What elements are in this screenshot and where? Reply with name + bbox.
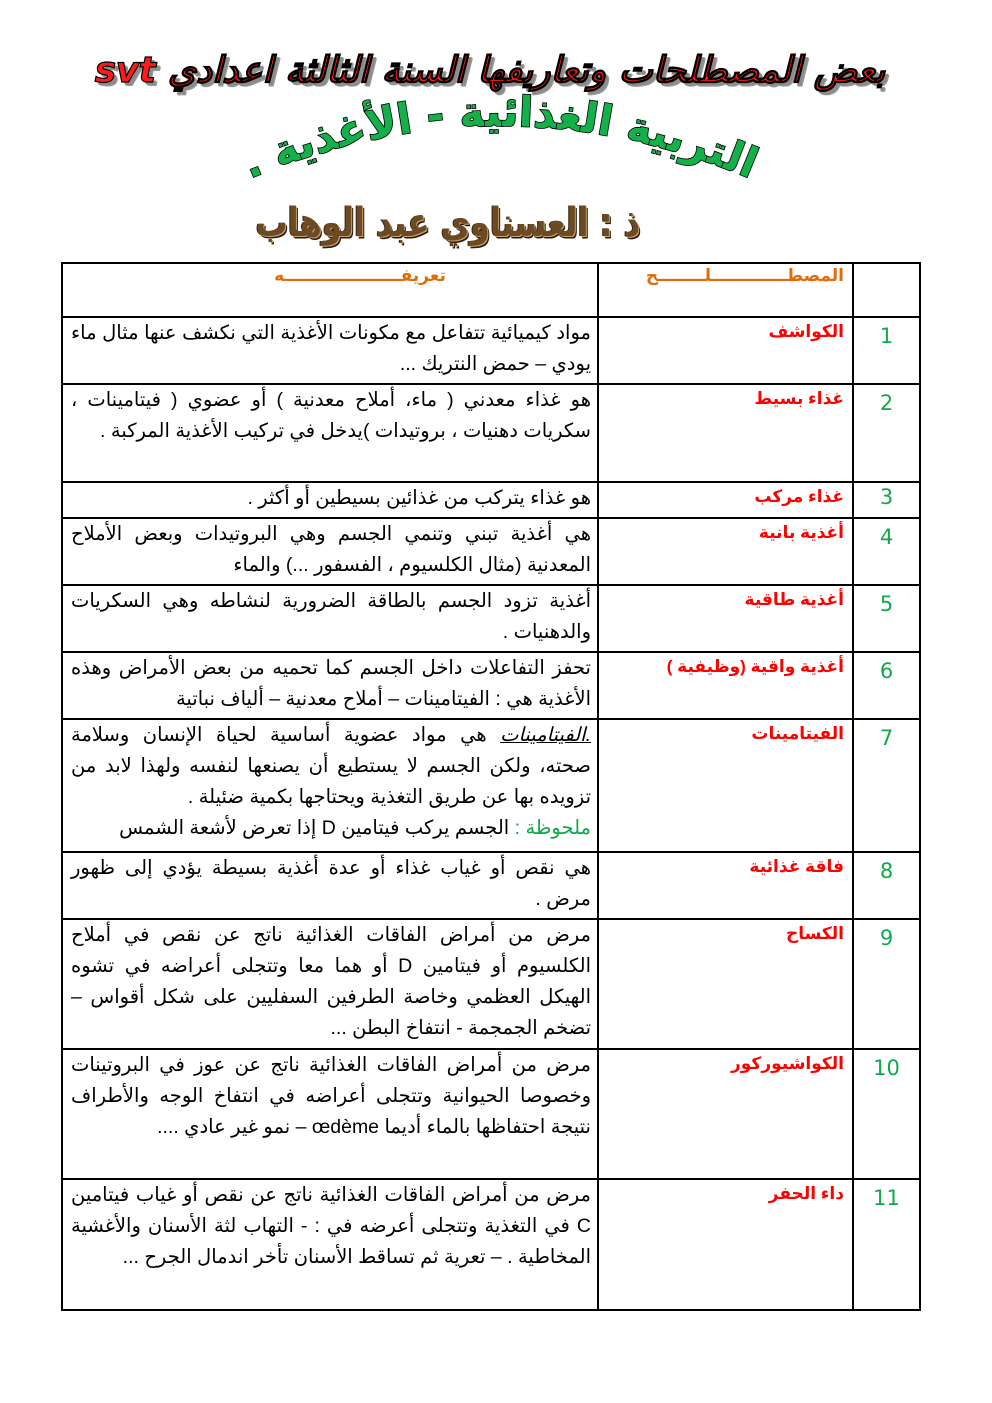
row-term: أغذية بانية: [598, 518, 853, 585]
row-term: الكساح: [598, 919, 853, 1049]
row-number: 8: [853, 852, 920, 919]
row-term: غذاء مركب: [598, 482, 853, 518]
table-row: [62, 652, 920, 719]
row-number: 6: [853, 652, 920, 719]
table-row: [62, 585, 920, 652]
row-definition: مواد كيميائية تتفاعل مع مكونات الأغذية التي نكشف عنها مثال ماء يودي – حمض النتريك ...: [62, 317, 598, 384]
row-term: الفيتامينات: [598, 719, 853, 852]
table-row: [62, 1179, 920, 1310]
row-number: 5: [853, 585, 920, 652]
table-row: [62, 384, 920, 482]
terms-table: [61, 262, 921, 1311]
row-definition: مرض من أمراض الفاقات الغذائية ناتج عن نقص أو غياب فيتامين C في التغذية وتتجلى أعرضه في : - التهاب لثة الأسنان والأغشية المخاطية . – تعرية ثم تساقط الأسنان تأخر اندمال الجرح ...: [62, 1179, 598, 1310]
row-definition: أغذية تزود الجسم بالطاقة الضرورية لنشاطه وهي السكريات والدهنيات .: [62, 585, 598, 652]
row-term: الكواشيوركور: [598, 1049, 853, 1179]
subtitle-text: [235, 87, 765, 188]
row-number: 9: [853, 919, 920, 1049]
row-number: 1: [853, 317, 920, 384]
row-term: فاقة غذائية: [598, 852, 853, 919]
row-number: 7: [853, 719, 920, 852]
row-number: 10: [853, 1049, 920, 1179]
row-definition: هو غذاء معدني ( ماء، أملاح معدنية ) أو عضوي ( فيتامينات ، سكريات دهنيات ، بروتيدات )يدخل في تركيب الأغذية المركبة .: [62, 384, 598, 482]
row-definition: هو غذاء يتركب من غذائين بسيطين أو أكثر .: [62, 482, 598, 518]
row-term: الكواشف: [598, 317, 853, 384]
table-row: [62, 1049, 920, 1179]
document-subtitle: [200, 86, 800, 200]
header-definition-label: تعريفــــــــــــــــــــه: [274, 266, 446, 285]
header-term: المصطـــــــــــــلــــــــح: [598, 263, 853, 317]
row-definition: [62, 719, 598, 852]
row-definition: مرض من أمراض الفاقات الغذائية ناتج عن عوز في البروتينات وخصوصا الحيوانية وتتجلى أعراضه في انتفاخ الوجه والأطراف نتيجة احتفاظها بالماء أديما œdème – نمو غير عادي ....: [62, 1049, 598, 1179]
row-number: 2: [853, 384, 920, 482]
note-text: الجسم يركب فيتامين D إذا تعرض لأشعة الشمس: [119, 817, 515, 839]
row-term: أغذية واقية (وظيفية ): [598, 652, 853, 719]
table-row: [62, 317, 920, 384]
header-number: [853, 263, 920, 317]
note-label: ملحوظة :: [514, 817, 591, 839]
row-number: 4: [853, 518, 920, 585]
table-row: [62, 919, 920, 1049]
row-definition: مرض من أمراض الفاقات الغذائية ناتج عن نقص في أملاح الكلسيوم أو فيتامين D أو هما معا وتتجلى أعراضه في تشوه الهيكل العظمي وخاصة الطرفين السفليين على شكل أقواس – تضخم الجمجمة - انتفاخ البطن ...: [62, 919, 598, 1049]
row-definition: تحفز التفاعلات داخل الجسم كما تحميه من بعض الأمراض وهذه الأغذية هي : الفيتامينات – أملاح معدنية – ألياف نباتية: [62, 652, 598, 719]
row-definition: هي نقص أو غياب غذاء أو عدة أغذية بسيطة يؤدي إلى ظهور مرض .: [62, 852, 598, 919]
subtitle-textpath: التربية الغذائية - الأغذية .: [235, 86, 765, 188]
document-title: بعض المصطلحات وتعاريفها السنة الثالثة اعدادي svt: [94, 50, 886, 91]
table-row: [62, 518, 920, 585]
definition-italic-term: .الفيتامينات: [500, 724, 591, 746]
table-header-row: [62, 263, 920, 317]
table-row: [62, 482, 920, 518]
definition-text: هي مواد عضوية أساسية لحياة الإنسان وسلامة صحته، ولكن الجسم لا يستطيع أن يصنعها لنفسه ولهذا لابد من تزويده بها عن طريق التغذية ويحتاجها بكمية ضئيلة .: [71, 724, 591, 808]
table-row: [62, 852, 920, 919]
row-term: أغذية طاقية: [598, 585, 853, 652]
table-row: [62, 719, 920, 852]
row-term: داء الحفر: [598, 1179, 853, 1310]
author-line: ذ : العسناوي عبد الوهاب: [255, 198, 640, 246]
row-number: 3: [853, 482, 920, 518]
row-term: غذاء بسيط: [598, 384, 853, 482]
header-definition: [62, 263, 598, 317]
row-number: 11: [853, 1179, 920, 1310]
row-definition: هي أغذية تبني وتنمي الجسم وهي البروتيدات وبعض الأملاح المعدنية (مثال الكلسيوم ، الفسفور ...) والماء: [62, 518, 598, 585]
